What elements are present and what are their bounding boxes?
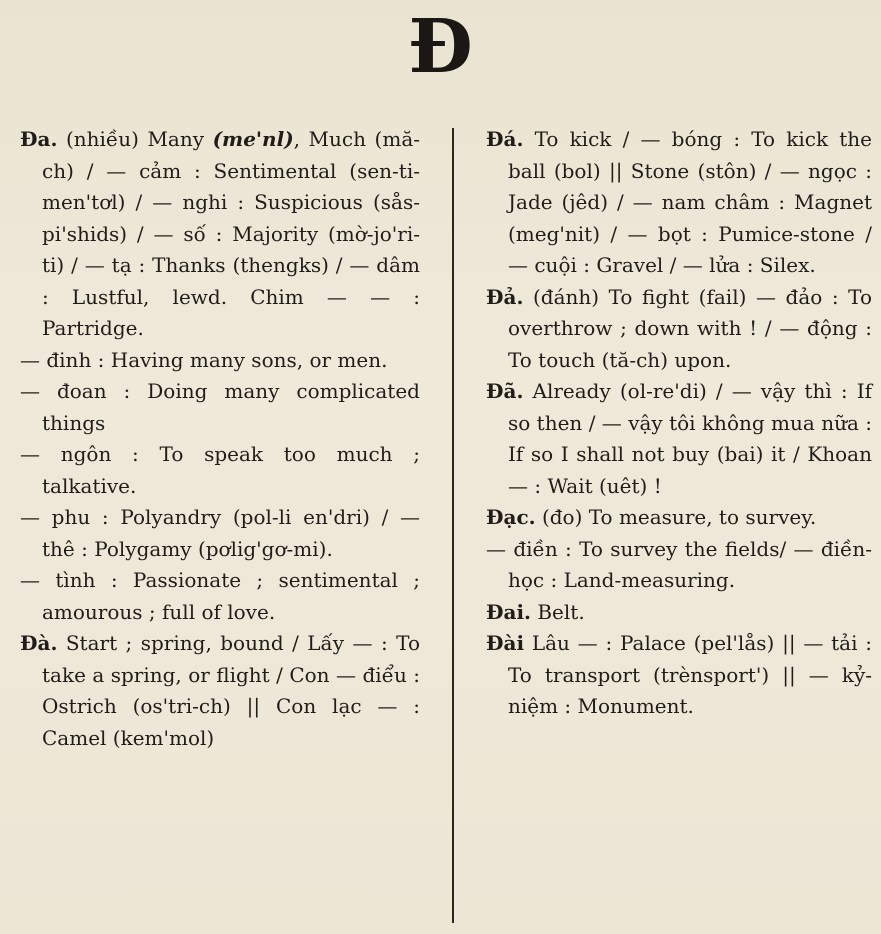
- entry-text: Belt.: [531, 599, 585, 624]
- pronunciation: (me'nl): [212, 127, 294, 151]
- headword: Đả.: [486, 284, 524, 309]
- entry-da-doan: — đoan : Doing many complicated things: [20, 379, 420, 435]
- entry-text: To kick / — bóng : To kick the ball (bol) || Stone (stôn) / — ngọc : Jade (jêd) / — nam châm : Magnet (meg'nit) / — bọt : Pumice-stone / — cuội : Gravel / — lửa : Silex.: [508, 127, 872, 277]
- headword: Đạc.: [486, 505, 536, 529]
- headword: Đa.: [20, 127, 58, 151]
- right-column: [486, 124, 872, 723]
- entry-text: (đánh) To fight (fail) — đảo : To overthrow ; down with ! / — động : To touch (tă-ch) upon.: [508, 284, 872, 372]
- section-letter-heading: Đ: [408, 4, 473, 90]
- entry-text: Lâu — : Palace (pel'lås) || — tải : To transport (trènsport') || — kỷ-niệm : Monument.: [508, 631, 872, 718]
- entry-da-ngon: — ngôn : To speak too much ; talkative.: [20, 442, 420, 498]
- entry-text: (nhiều) Many: [57, 127, 213, 151]
- entry-da-acute: [486, 124, 872, 282]
- left-column: [20, 124, 420, 754]
- entry-text: Already (ol-re'di) / — vậy thì : If so then / — vậy tôi không mua nữa : If so I shall not buy (bai) it / Khoan — : Wait (uêt) !: [508, 379, 872, 498]
- entry-da-tinh: — tình : Passionate ; sentimental ; amourous ; full of love.: [20, 568, 420, 624]
- entry-dai-grave: [486, 628, 872, 723]
- entry-text: (đo) To measure, to survey.: [535, 505, 817, 529]
- headword: Đà.: [20, 631, 58, 655]
- entry-da-tilde: [486, 376, 872, 502]
- headword: Đã.: [486, 379, 524, 403]
- entry-text: Start ; spring, bound / Lấy — : To take a spring, or flight / Con — điểu : Ostrich (os'tri-ch) || Con lạc — : Camel (kem'mol): [42, 631, 420, 750]
- column-divider: [452, 128, 454, 923]
- entry-text: , Much (mă-ch) / — cảm : Sentimental (sen-ti-men'tơl) / — nghi : Suspicious (sås-pi'shids) / — số : Majority (mờ-jo'ri-ti) / — tạ : Thanks (thengks) / — dâm : Lustful, lewd. Chim — — : Partridge.: [42, 127, 420, 340]
- headword: Đá.: [486, 127, 524, 151]
- entry-dac-dien: — điền : To survey the fields/ — điền-học : Land-measuring.: [486, 536, 872, 592]
- headword: Đai.: [486, 599, 531, 624]
- entry-da: [20, 124, 420, 345]
- entry-da-dinh: — đinh : Having many sons, or men.: [20, 347, 388, 372]
- entry-da-grave: [20, 628, 420, 754]
- entry-dac: [486, 502, 872, 534]
- entry-dai: [486, 597, 872, 629]
- entry-da-hook: [486, 282, 872, 377]
- headword: Đài: [486, 631, 525, 655]
- entry-da-phu: — phu : Polyandry (pol-li en'dri) / — thê : Polygamy (pơlig'gơ-mi).: [20, 505, 420, 561]
